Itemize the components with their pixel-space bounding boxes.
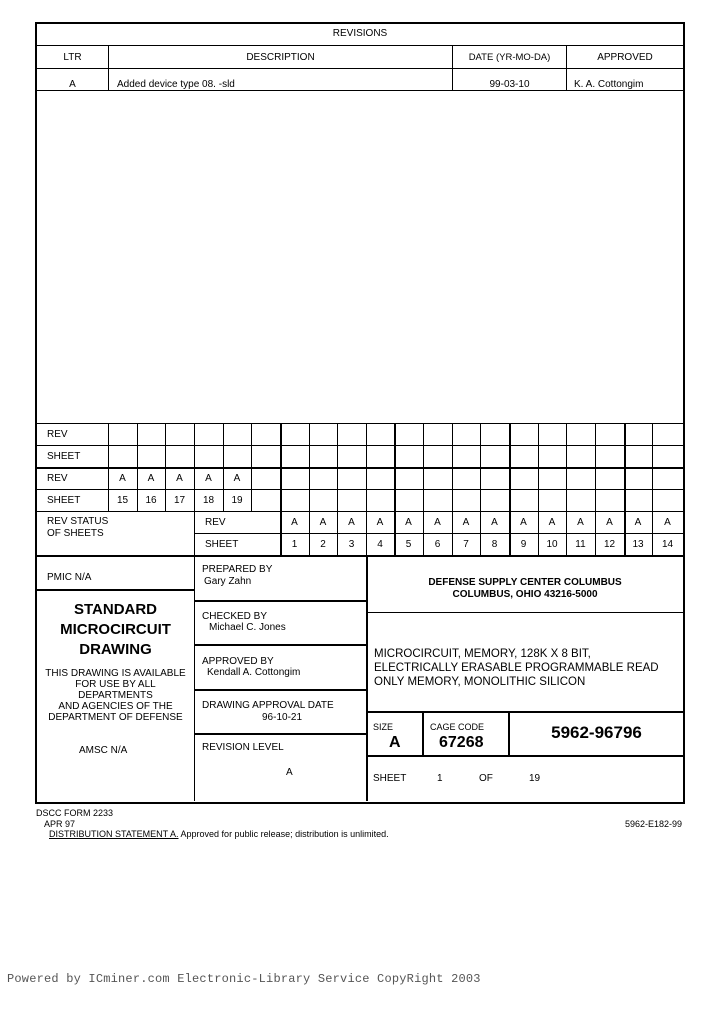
grid-cell: 7: [463, 539, 469, 550]
grid-cell: [366, 468, 394, 490]
prepared-by-name: Gary Zahn: [204, 576, 252, 587]
distribution-statement: [49, 828, 389, 840]
grid-cell: [394, 468, 423, 490]
grid-cell: [509, 490, 538, 512]
status-sheet-label: SHEET: [205, 539, 239, 550]
approval-date: 96-10-21: [262, 712, 303, 723]
revision-description: Added device type 08. -sld: [117, 79, 235, 90]
total-sheets: 19: [529, 773, 541, 784]
grid-cell: [624, 424, 652, 446]
grid-cell: A: [176, 473, 183, 484]
grid-cell: [394, 490, 423, 512]
form-number: DSCC FORM 2233: [36, 808, 114, 818]
grid-cell: A: [319, 517, 327, 528]
grid-cell: [165, 446, 194, 468]
divider: [37, 68, 683, 69]
grid-cell: [624, 468, 652, 490]
grid-cell: [480, 424, 509, 446]
grid-cell: [509, 446, 538, 468]
grid-cell: [280, 424, 309, 446]
agency-address: COLUMBUS, OHIO 43216-5000: [452, 589, 598, 600]
grid-cell: A: [233, 473, 241, 484]
grid-cell: A: [434, 517, 441, 528]
rev-status-label: OF SHEETS: [47, 528, 104, 539]
grid-cell: [538, 446, 566, 468]
revisions-title: REVISIONS: [332, 28, 388, 39]
grid-cell: [566, 468, 595, 490]
grid-cell: [452, 490, 480, 512]
grid-cell: [251, 468, 280, 490]
divider: [195, 689, 366, 691]
grid-cell: 18: [202, 495, 215, 506]
divider: [367, 711, 683, 713]
standard-line: STANDARD: [73, 601, 158, 618]
grid-cell: [251, 446, 280, 468]
sheet-label: SHEET: [47, 495, 81, 506]
grid-cell: [480, 468, 509, 490]
sheet-label: SHEET: [47, 451, 81, 462]
grid-cell: [337, 424, 366, 446]
grid-cell: [423, 424, 452, 446]
drawing-title-line: ONLY MEMORY, MONOLITHIC SILICON: [374, 676, 586, 688]
grid-cell: A: [548, 517, 556, 528]
grid-cell: [366, 446, 394, 468]
revision-level-label: REVISION LEVEL: [202, 742, 284, 753]
grid-cell: 3: [348, 539, 355, 550]
divider: [195, 600, 366, 602]
amsc: AMSC N/A: [79, 745, 128, 756]
grid-cell: [423, 490, 452, 512]
grid-cell: 13: [632, 539, 644, 550]
grid-cell: A: [376, 517, 384, 528]
grid-cell: [337, 468, 366, 490]
grid-cell: [223, 446, 251, 468]
of-label: OF: [479, 773, 493, 784]
grid-cell: [652, 468, 683, 490]
cage-code-value: 67268: [439, 734, 484, 751]
grid-cell: [624, 446, 652, 468]
revision-date: 99-03-10: [489, 79, 530, 90]
credit-text: Powered by ICminer.com Electronic-Library Service CopyRight 2003: [7, 972, 481, 986]
grid-cell: [394, 424, 423, 446]
grid-cell: A: [664, 517, 671, 528]
grid-cell: [223, 424, 251, 446]
grid-cell: A: [491, 517, 498, 528]
sheet-label: SHEET: [373, 773, 407, 784]
grid-cell: [309, 446, 337, 468]
checked-by-name: Michael C. Jones: [209, 622, 286, 633]
drawing-title-line: ELECTRICALLY ERASABLE PROGRAMMABLE READ: [374, 662, 659, 674]
distribution-label: DISTRIBUTION STATEMENT A.: [49, 829, 179, 839]
form-date: APR 97: [44, 819, 76, 829]
document-code: 5962-E182-99: [625, 819, 683, 829]
grid-cell: 5: [405, 539, 412, 550]
grid-cell: 11: [575, 539, 586, 550]
grid-cell: [595, 490, 624, 512]
divider: [367, 612, 683, 613]
pmic: PMIC N/A: [47, 572, 92, 583]
grid-cell: [194, 446, 223, 468]
grid-cell: [480, 490, 509, 512]
size-value: A: [389, 734, 401, 751]
cage-code-label: CAGE CODE: [430, 722, 485, 732]
rev-status-label: REV STATUS: [47, 516, 109, 527]
rev-label: REV: [47, 429, 68, 440]
divider: [195, 644, 366, 646]
sheet-number: 1: [437, 773, 443, 784]
grid-cell: [566, 424, 595, 446]
drawing-title-line: MICROCIRCUIT, MEMORY, 128K X 8 BIT,: [374, 648, 591, 660]
agency-name: DEFENSE SUPPLY CENTER COLUMBUS: [428, 577, 622, 588]
approved-by-name: Kendall A. Cottongim: [207, 667, 301, 678]
grid-cell: 16: [145, 495, 157, 506]
grid-cell: [280, 490, 309, 512]
availability-line: FOR USE BY ALL: [75, 679, 156, 690]
grid-cell: [251, 424, 280, 446]
grid-cell: [165, 424, 194, 446]
grid-cell: 8: [491, 539, 498, 550]
divider: [422, 712, 424, 756]
availability-line: AND AGENCIES OF THE: [58, 701, 173, 712]
grid-cell: [108, 446, 137, 468]
grid-cell: [108, 424, 137, 446]
grid-cell: 9: [520, 539, 527, 550]
grid-cell: [595, 468, 624, 490]
grid-cell: [280, 468, 309, 490]
col-header-description: DESCRIPTION: [246, 52, 315, 63]
grid-cell: 10: [546, 539, 558, 550]
size-label: SIZE: [373, 722, 394, 732]
grid-cell: A: [634, 517, 642, 528]
status-rev-label: REV: [205, 517, 226, 528]
standard-line: DRAWING: [79, 641, 152, 658]
col-header-approved: APPROVED: [597, 52, 653, 63]
grid-cell: [452, 424, 480, 446]
grid-cell: [452, 446, 480, 468]
divider: [37, 589, 194, 591]
grid-cell: [137, 424, 165, 446]
col-header-ltr: LTR: [63, 52, 82, 63]
grid-cell: 15: [116, 495, 129, 506]
drawing-number: 5962-96796: [551, 723, 642, 742]
availability-line: DEPARTMENTS: [78, 690, 153, 701]
grid-cell: A: [577, 517, 584, 528]
grid-cell: A: [462, 517, 470, 528]
grid-cell: [624, 490, 652, 512]
grid-cell: [337, 490, 366, 512]
grid-cell: A: [205, 473, 212, 484]
grid-cell: A: [348, 517, 355, 528]
grid-cell: [251, 490, 280, 512]
grid-cell: A: [520, 517, 527, 528]
grid-cell: [423, 446, 452, 468]
grid-cell: [280, 446, 309, 468]
grid-cell: 19: [231, 495, 243, 506]
distribution-text: Approved for public release; distribution is unlimited.: [180, 829, 389, 839]
grid-cell: [538, 490, 566, 512]
grid-cell: [452, 468, 480, 490]
grid-cell: A: [405, 517, 412, 528]
grid-cell: A: [291, 517, 298, 528]
grid-cell: [509, 468, 538, 490]
grid-cell: [309, 490, 337, 512]
grid-cell: [538, 424, 566, 446]
grid-cell: 1: [291, 539, 298, 550]
approved-by-label: APPROVED BY: [202, 656, 274, 667]
grid-cell: [538, 468, 566, 490]
grid-cell: [394, 446, 423, 468]
divider: [367, 755, 683, 757]
grid-cell: [423, 468, 452, 490]
grid-cell: [566, 446, 595, 468]
grid-cell: [480, 446, 509, 468]
divider: [195, 733, 366, 735]
grid-cell: [595, 424, 624, 446]
revision-ltr: A: [69, 79, 76, 90]
grid-cell: [595, 446, 624, 468]
rev-label: REV: [47, 473, 68, 484]
grid-cell: [509, 424, 538, 446]
availability-line: DEPARTMENT OF DEFENSE: [48, 712, 183, 723]
grid-cell: [566, 490, 595, 512]
revision-approved: K. A. Cottongim: [574, 79, 644, 90]
grid-cell: [652, 490, 683, 512]
grid-cell: [137, 446, 165, 468]
grid-cell: [366, 490, 394, 512]
grid-cell: 14: [661, 539, 674, 550]
checked-by-label: CHECKED BY: [202, 611, 268, 622]
col-header-date: DATE (YR-MO-DA): [468, 52, 551, 63]
grid-cell: 4: [377, 539, 383, 550]
grid-cell: [652, 446, 683, 468]
grid-cell: [366, 424, 394, 446]
grid-cell: A: [119, 473, 126, 484]
grid-cell: [309, 468, 337, 490]
grid-cell: 6: [434, 539, 441, 550]
grid-cell: 12: [603, 539, 616, 550]
grid-cell: 17: [173, 495, 186, 506]
divider: [194, 512, 195, 801]
prepared-by-label: PREPARED BY: [202, 564, 273, 575]
revision-level: A: [286, 767, 293, 778]
grid-cell: [194, 424, 223, 446]
grid-cell: [337, 446, 366, 468]
grid-cell: [652, 424, 683, 446]
approval-date-label: DRAWING APPROVAL DATE: [202, 700, 334, 711]
standard-line: MICROCIRCUIT: [60, 621, 171, 638]
grid-cell: 2: [320, 539, 326, 550]
grid-cell: [309, 424, 337, 446]
divider: [37, 45, 683, 46]
availability-line: THIS DRAWING IS AVAILABLE: [45, 668, 186, 679]
grid-cell: A: [606, 517, 613, 528]
grid-cell: A: [147, 473, 155, 484]
